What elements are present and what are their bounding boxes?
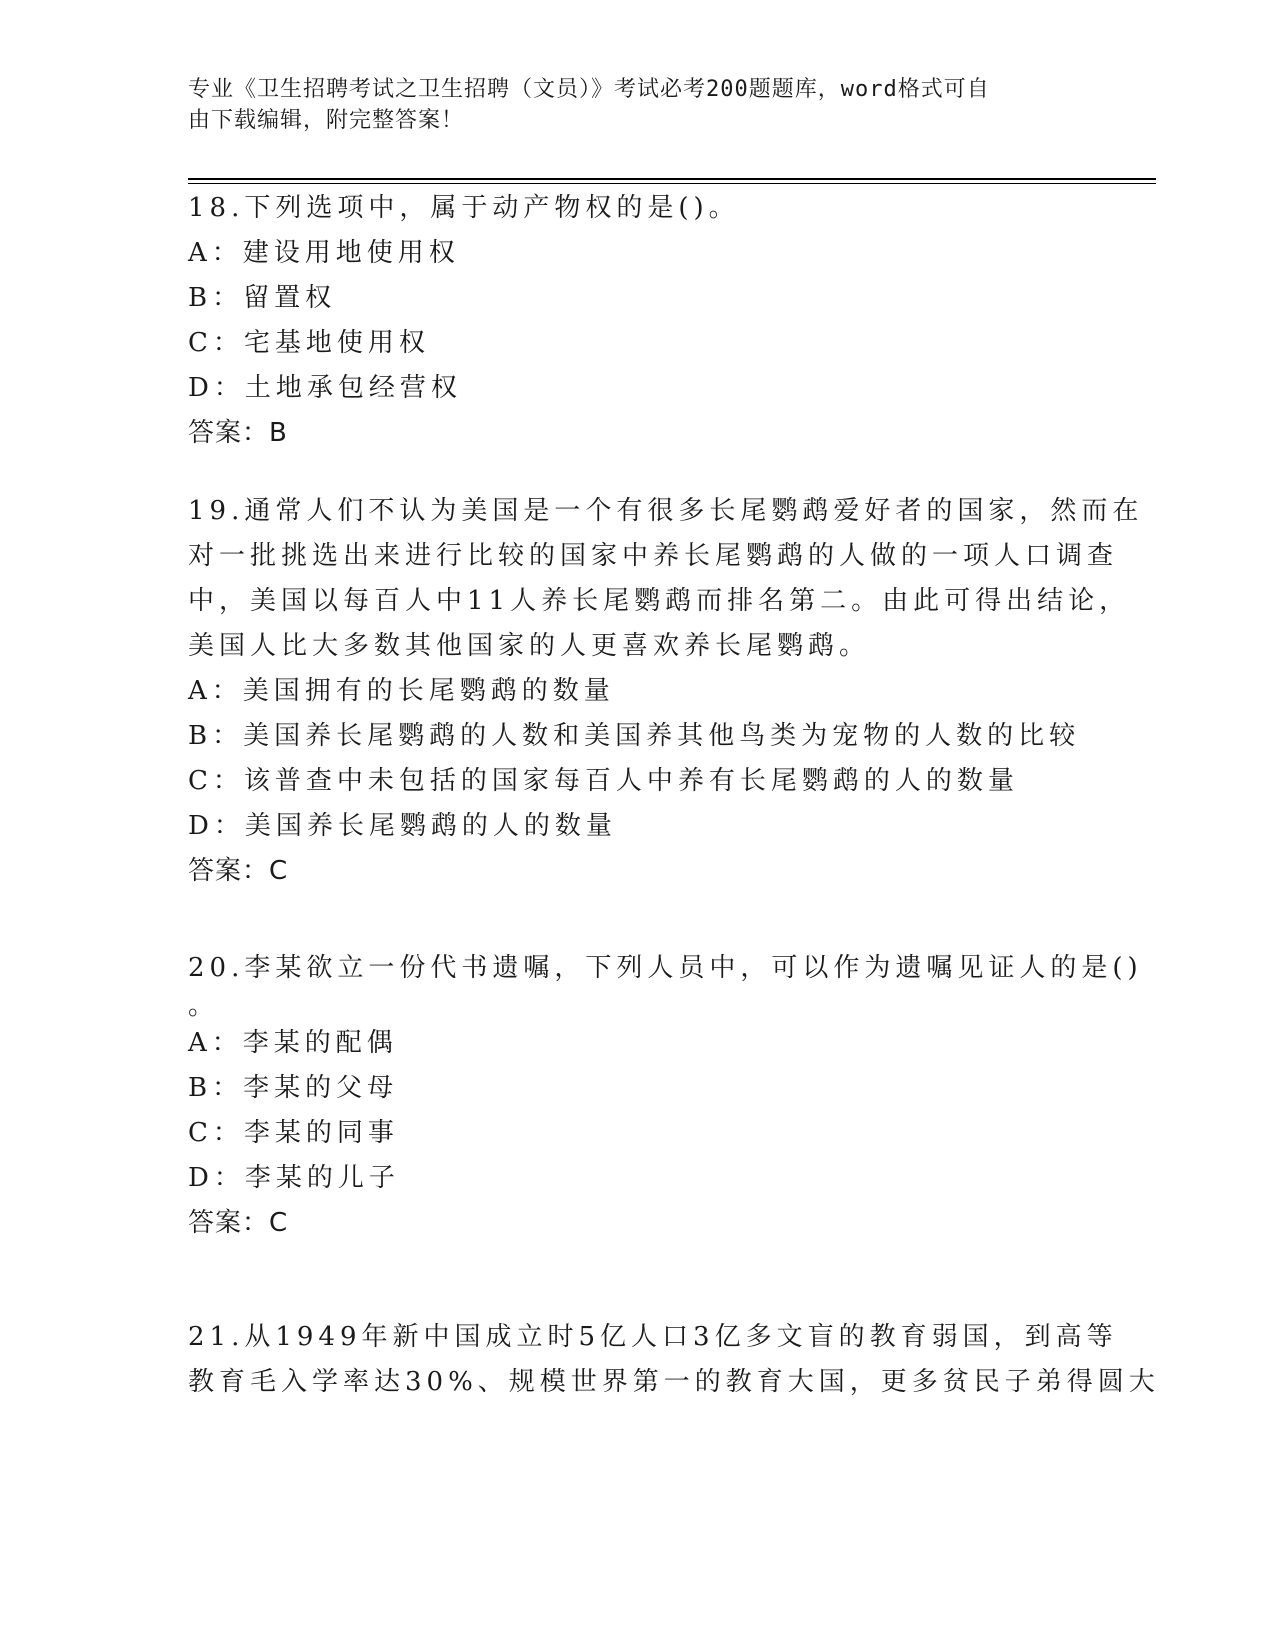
question-stem: 对一批挑选出来进行比较的国家中养长尾鹦鹉的人做的一项人口调查 xyxy=(188,541,1119,571)
question-stem: 。 xyxy=(188,991,220,1021)
answer: 答案：C xyxy=(188,1208,289,1238)
header-line: 专业《卫生招聘考试之卫生招聘（文员）》考试必考200题题库，word格式可自 xyxy=(188,77,990,102)
question-18 xyxy=(188,186,1088,456)
option-c: C：宅基地使用权 xyxy=(188,328,430,358)
question-21 xyxy=(188,1315,1160,1405)
option-c: C：该普查中未包括的国家每百人中养有长尾鹦鹉的人的数量 xyxy=(188,766,1019,796)
question-stem: 中，美国以每百人中11人养长尾鹦鹉而排名第二。由此可得出结论， xyxy=(188,586,1131,616)
question-stem: 美国人比大多数其他国家的人更喜欢养长尾鹦鹉。 xyxy=(188,631,871,661)
question-20 xyxy=(188,946,1143,1246)
option-c: C：李某的同事 xyxy=(188,1118,399,1148)
option-a: A：李某的配偶 xyxy=(188,1028,398,1058)
option-b: B：李某的父母 xyxy=(188,1073,399,1103)
answer: 答案：C xyxy=(188,856,289,886)
document-header xyxy=(188,74,1068,136)
question-stem: 20.李某欲立一份代书遗嘱，下列人员中，可以作为遗嘱见证人的是() xyxy=(188,953,1143,983)
option-d: D：美国养长尾鹦鹉的人的数量 xyxy=(188,811,617,841)
header-line: 由下载编辑，附完整答案！ xyxy=(188,108,465,133)
header-rule-thick xyxy=(188,178,1156,180)
option-a: A：美国拥有的长尾鹦鹉的数量 xyxy=(188,676,615,706)
option-d: D：土地承包经营权 xyxy=(188,373,462,403)
answer: 答案：B xyxy=(188,418,288,448)
question-stem: 18.下列选项中，属于动产物权的是()。 xyxy=(188,193,740,223)
option-b: B：美国养长尾鹦鹉的人数和美国养其他鸟类为宠物的人数的比较 xyxy=(188,721,1081,751)
option-b: B：留置权 xyxy=(188,283,337,313)
question-stem: 教育毛入学率达30%、规模世界第一的教育大国，更多贫民子弟得圆大 xyxy=(188,1367,1160,1397)
option-d: D：李某的儿子 xyxy=(188,1163,400,1193)
question-stem: 21.从1949年新中国成立时5亿人口3亿多文盲的教育弱国，到高等 xyxy=(188,1322,1118,1352)
question-stem: 19.通常人们不认为美国是一个有很多长尾鹦鹉爱好者的国家，然而在 xyxy=(188,496,1144,526)
option-a: A：建设用地使用权 xyxy=(188,238,460,268)
question-19 xyxy=(188,489,1144,894)
header-rule-thin xyxy=(188,183,1156,184)
